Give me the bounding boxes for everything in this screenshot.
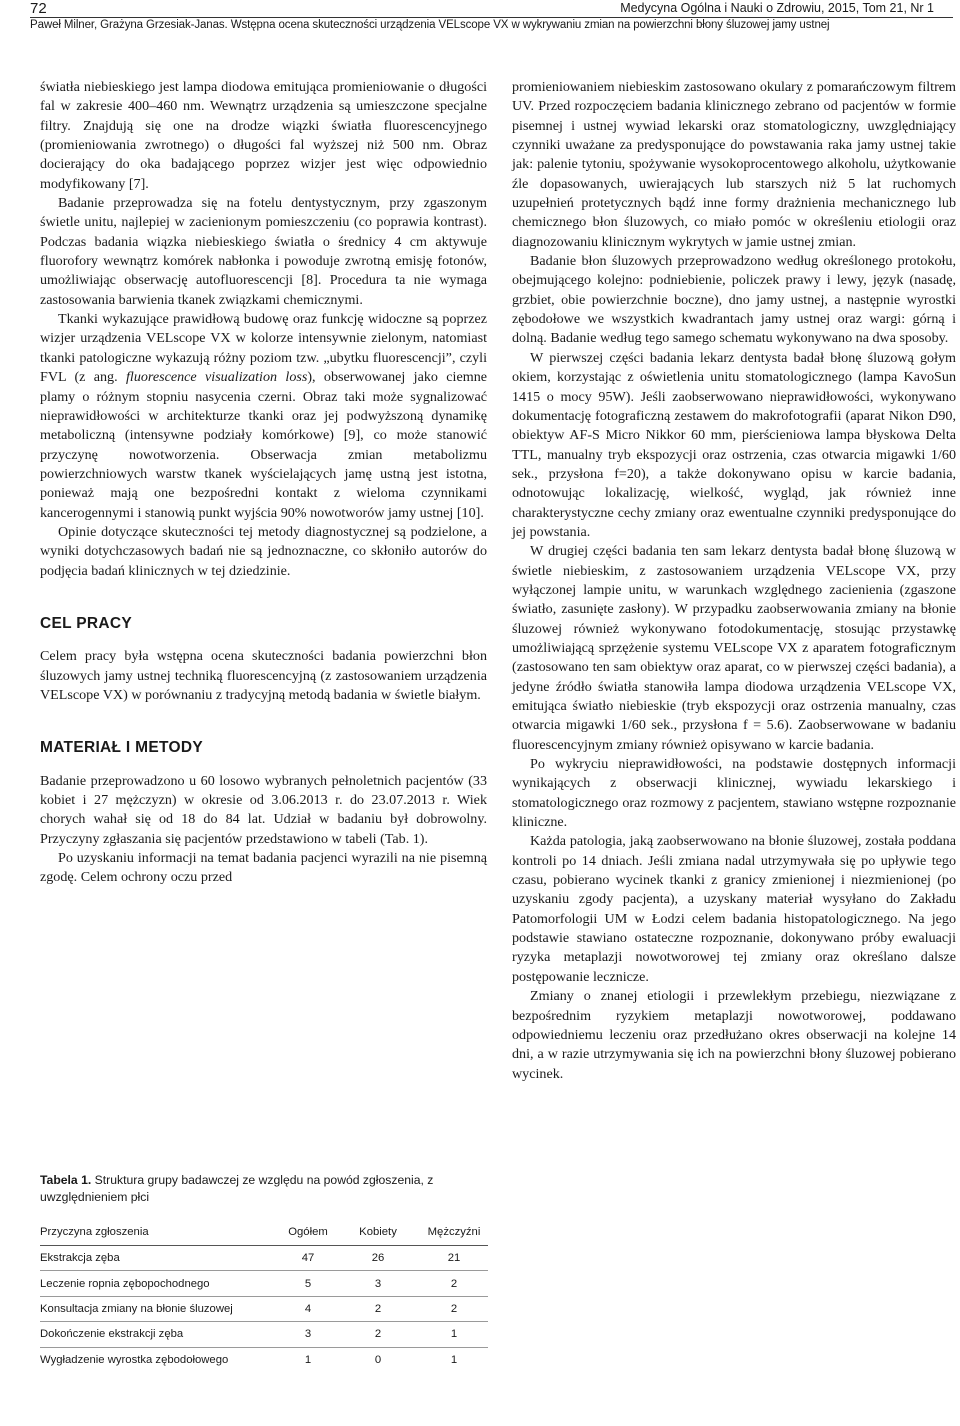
paragraph: Badanie przeprowadzono u 60 losowo wybranych pełnoletnich pacjentów (33 kobiet i 27 mężczyzn) w okresie od 3.06.2013 r. do 23.07.2013 r. Wiek chorych wahał się od 18 do 84 lat. Udział w badaniu był dobrowolny. Przyczyny zgłaszania się pacjentów przedstawiono w tabeli (Tab. 1). [40, 772, 487, 847]
left-column [40, 78, 487, 888]
column-header: Ogółem [280, 1220, 336, 1246]
paragraph: Celem pracy była wstępna ocena skuteczności badania powierzchni błon śluzowych jamy ustnej techniką fluorescencyjną (z zastosowaniem urządzenia VELscope VX) w porównaniu z tradycyjną metodą badania w świetle białym. [40, 648, 487, 703]
page-number: 72 [30, 0, 47, 17]
paragraph: W drugiej części badania ten sam lekarz dentysta badał błonę śluzową w świetle niebieskim, z zastosowaniem urządzenia VELscope VX, przy wyłączonej lampie unitu, w warunkach względnego zacienienia (zgaszone światło, zasunięte zasłony). W przypadku zaobserwowania zmiany na błonie śluzowej również wykonywano fotodokumentację, stosując przystawkę umożliwiającą sprzężenie systemu VELscope VX z aparatem fotograficznym (zastosowano ten sam obiektyw oraz aparat, co w pierwszej części badania), a jedyne źródło światła stanowiła lampa diodowa urządzenia VELscope VX, emitująca światło niebieskie (tryb ekspozycji oraz ostrzenia manualny, czas otwarcia migawki 1/60 sek., przysłona f = 5.6). Zaobserwowane w badaniu fluorescencyjnym zmiany również opisywano w karcie badania. [512, 543, 956, 753]
table-cell: Ekstrakcja zęba [40, 1246, 280, 1271]
paragraph: Po uzyskaniu informacji na temat badania pacjenci wyrazili na nie pisemną zgodę. Celem ochrony oczu przed [40, 850, 487, 886]
table-cell: 3 [280, 1322, 336, 1347]
table-cell: 26 [336, 1246, 420, 1271]
table-cell: Wygładzenie wyrostka zębodołowego [40, 1353, 229, 1366]
running-title: Paweł Milner, Grażyna Grzesiak-Janas. Wstępna ocena skuteczności urządzenia VELscope VX w wykrywaniu zmian na powierzchni błony śluzowej jamy ustnej [30, 19, 830, 31]
paragraph [40, 310, 487, 523]
table-cell: Dokończenie ekstrakcji zęba [40, 1322, 280, 1347]
paragraph: Każda patologia, jaką zaobserwowano na błonie śluzowej, została poddana kontroli po 14 dniach. Jeśli zmiana nadal utrzymywała się po upływie tego czasu, pobierano wycinek tkanki z granicy zmienionej i niezmienionej (po uzyskaniu zgody pacjenta), a uzyskany materiał wysyłano do Zakładu Patomorfologii UM w Łodzi celem badania histopatologicznego. Na jego podstawie stawiano ostateczne rozpoznanie, dokonywano próby ewaluacji ryzyka metaplazji nowotworowej tej zmiany oraz określano dalsze postępowanie lecznicze. [512, 833, 956, 985]
table-cell: 0 [374, 1353, 382, 1366]
column-header: Przyczyna zgłoszenia [40, 1220, 280, 1246]
table-cell: 1 [450, 1353, 458, 1366]
column-header: Kobiety [336, 1220, 420, 1246]
column-header: Mężczyźni [420, 1220, 488, 1246]
paragraph: Badanie przeprowadza się na fotelu dentystycznym, przy zgaszonym świetle unitu, najlepiej w zacienionym pomieszczeniu (co poprawia kontrast). Podczas badania wiązka niebieskiego światła o średnicy 4 cm aktywuje fluorofory wewnątrz komórek nabłonka i powoduje zwrotną emisję fotonów, umożliwiając obserwację autofluorescencji [8]. Procedura ta nie wymaga zastosowania barwienia tkanek związkami chemicznymi. [40, 195, 487, 308]
caption-text: Struktura grupy badawczej ze względu na powód zgłoszenia, z uwzględnieniem płci [40, 1173, 434, 1204]
table-cell: 1 [420, 1322, 488, 1347]
paragraph: Po wykryciu nieprawidłowości, na podstawie dostępnych informacji wynikających z obserwacji klinicznej, wywiadu lekarskiego i stomatologicznego oraz rozmowy z pacjentem, stawiano wstępne rozpoznanie kliniczne. [512, 756, 956, 831]
paragraph: promieniowaniem niebieskim zastosowano okulary z pomarańczowym filtrem UV. Przed rozpoczęciem badania klinicznego zebrano od pacjentów w formie pisemnej i ustnej wywiad lekarski oraz stomatologiczny, uwzględniający czynniki uważane za predysponujące do powstawania raka jamy ustnej takie jak: palenie tytoniu, spożywanie wysokoprocentowego alkoholu, użytkowanie źle dopasowanych, uwierających lub starszych niż 5 lat ruchomych uzupełnień protetycznych bądź inne formy drażnienia mechanicznego lub chemicznego błon śluzowych, co miało pomóc w określeniu etiologii oraz diagnozowaniu klinicznym wykrytych w jamie ustnej zmian. [512, 79, 956, 250]
table-row [40, 1347, 488, 1372]
journal-title: Medycyna Ogólna i Nauki o Zdrowiu, 2015, Tom 21, Nr 1 [620, 1, 934, 15]
paragraph: Badanie błon śluzowych przeprowadzono według określonego protokołu, obejmującego kolejno: podniebienie, policzek prawy i lewy, język (nasadę, grzbiet, obie powierzchnie boczne), dno jamy ustnej, a następnie wyrostki zębodołowe we wszystkich kwadrantach jamy ustnej oraz wargi: górną i dolną. Badanie według tego samego schematu wykonywano na dwa sposoby. [512, 253, 956, 347]
paragraph: Zmiany o znanej etiologii i przewlekłym przebiegu, niezwiązane z bezpośrednim ryzykiem metaplazji nowotworowej, poddawano odpowiedniemu leczeniu oraz przedłużano okres obserwacji na kolejne 14 dni, a w razie utrzymywania się ich na powierzchni błony śluzowej pobierano wycinek. [512, 988, 956, 1082]
section-heading-cel: CEL PRACY [40, 614, 132, 632]
table-cell: 2 [420, 1271, 488, 1296]
table-cell: 2 [336, 1322, 420, 1347]
table-cell: 4 [280, 1296, 336, 1321]
right-column [512, 78, 956, 1084]
table-cell: 3 [336, 1271, 420, 1296]
table-header-row [40, 1220, 488, 1246]
data-table [40, 1220, 488, 1372]
table-cell: Konsultacja zmiany na błonie śluzowej [40, 1296, 280, 1321]
paragraph: światła niebieskiego jest lampa diodowa emitująca promieniowanie o długości fal w zakresie 400–460 nm. Wewnątrz urządzenia są umieszczone specjalne filtry. Znajdują się one na drodze wiązki światła fluorescencyjnego (promieniowania zwrotnego) o długości fal wyższej niż 500 nm. Obraz docierający do oka badającego poprzez wizjer jest więc odpowiednio modyfikowany [7]. [40, 79, 487, 192]
emphasis: fluorescence visualization loss [125, 369, 308, 386]
table-cell: 47 [280, 1246, 336, 1271]
table-cell: 2 [420, 1296, 488, 1321]
paragraph: Opinie dotyczące skuteczności tej metody diagnostycznej są podzielone, a wyniki dotychczasowych badań nie są jednoznaczne, co skłoniło autorów do podjęcia badań klinicznych w tej dziedzinie. [40, 523, 487, 579]
table-cell: 21 [420, 1246, 488, 1271]
table-cell: 2 [336, 1296, 420, 1321]
table-cell: 1 [304, 1353, 312, 1366]
table-row [40, 1271, 488, 1296]
page-header [0, 0, 960, 42]
table-cell: Leczenie ropnia zębopochodnego [40, 1271, 280, 1296]
header-rule [30, 17, 953, 18]
caption-label: Tabela 1. [40, 1173, 92, 1187]
table-row [40, 1246, 488, 1271]
text-span: ), obserwowanej jako ciemne plamy o różnym stopniu nasycenia czerni. Obraz taki może sygnalizować nieprawidłowości w architekturze tkanki oraz jej podwyższoną dynamikę metaboliczną (intensywne podziały komórkowe) [9], co może stanowić przyczynę nowotworzenia. Obserwacja zmian metabolizmu powierzchniowych warstw tkanek wyścielających jamę ustną jest istotna, ponieważ mają one bezpośredni kontakt z wieloma czynnikami kancerogennymi i stanowią punkt wyjścia 90% nowotworów jamy ustnej [10]. [40, 369, 487, 521]
section-heading-material: MATERIAŁ I METODY [40, 739, 203, 757]
table-caption [40, 1172, 488, 1206]
paragraph: W pierwszej części badania lekarz dentysta badał błonę śluzową gołym okiem, korzystając z oświetlenia unitu stomatologicznego (lampa KavoSun 1415 o mocy 95W). Jeśli zaobserwowano nieprawidłowości, wykonywano dokumentację fotograficzną zestawem do makrofotografii (aparat Nikon D90, obiektyw AF-S Micro Nikkor 60 mm, pierścieniowa lampa błyskowa Delta TTL, manualny tryb ekspozycji oraz ostrzenia, czas otwarcia migawki 1/60 sek., przysłona f=20), a także dokonywano opisu w karcie badania, odnotowując lokalizację, wielkość, wygląd, jak również inne charakterystyczne cechy zmiany oraz ewentualne czynniki predysponujące do jej powstania. [512, 349, 956, 540]
table-row [40, 1296, 488, 1321]
text-span: Tkanki wykazujące prawidłową budowę oraz funkcję widoczne są poprzez wizjer urządzenia VELscope VX w kolorze intensywnie zielonym, natomiast tkanki patologiczne wykazują różny poziom tzw. „ubytku fluorescencji”, czyli FVL (z ang. [40, 311, 487, 386]
table-cell: 5 [280, 1271, 336, 1296]
table-row [40, 1322, 488, 1347]
